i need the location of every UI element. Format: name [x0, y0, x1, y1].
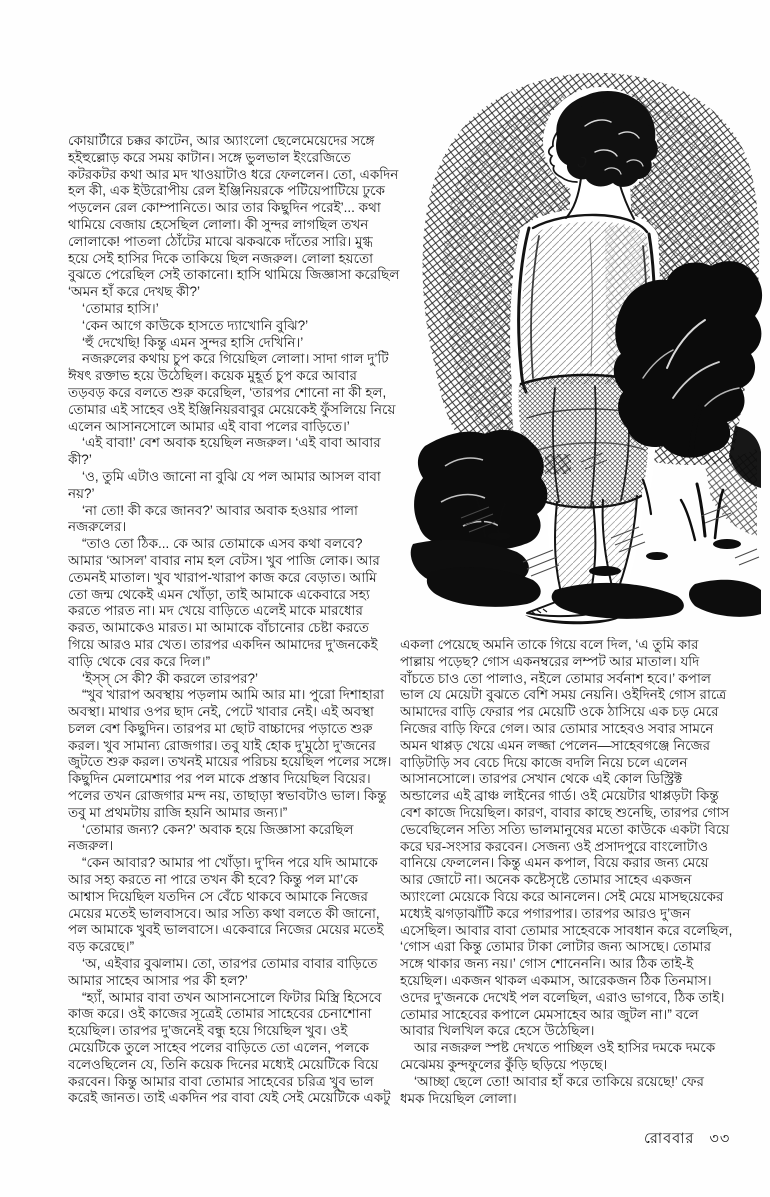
text-line: ‘এই বাবা!’ বেশ অবাক হয়েছিল নজরুল। ‘এই বাবা আবার [82, 435, 381, 451]
text-line: এলেন আসানসোলে আমার এই বাবা পলের বাড়িতে।’ [68, 418, 350, 434]
text-line: নজরুলের। [68, 519, 127, 535]
text-line: কোয়ার্টারে চক্কর কাটেন, আর অ্যাংলো ছেলেমেয়েদের সঙ্গে [68, 133, 375, 148]
text-line: আসানসোলে। তারপর সেখান থেকে এই কোল ডিস্ট্রিক্ট [400, 771, 683, 787]
text-line: ভাল যে মেয়েটা বুঝতে বেশি সময় নেয়নি। ওইদিনই গোস রাত্রে [400, 687, 727, 703]
text-line: ‘তোমার হাসি।’ [82, 300, 159, 316]
text-line: জুটতে শুরু করল। তখনই মায়ের পরিচয় হয়েছিল পলের সঙ্গে। [68, 754, 392, 770]
text-line: আমাদের বাড়ি ফেরার পর মেয়েটি ওকে ঠাসিয়ে এক চড় মেরে [400, 704, 719, 720]
text-line: ভেবেছিলেন সত্যি সত্যি ভালমানুষের মতো কাউকে একটা বিয়ে [400, 821, 730, 837]
text-line: অ্যাংলো মেয়েকে বিয়ে করে আনলেন। সেই মেয়ে মাসছয়েকের [400, 888, 724, 904]
text-line: পড়লেন রেল কোম্পানিতে। আর তার কিছুদিন পরেই’... কথা [68, 200, 381, 216]
text-line: ‘হুঁ দেখেছি! কিন্তু এমন সুন্দর হাসি দেখিনি।’ [82, 334, 304, 350]
text-line: মধ্যেই ঝগড়াঝাঁটি করে পগারপার। তারপর আরও দু’জন [400, 905, 691, 921]
text-line: অমন থাপ্পড় খেয়ে এমন লজ্জা পেলেন—সাহেবগঞ্জে নিজের [400, 737, 711, 753]
text-line: ধমক দিয়েছিল লোলা। [400, 1090, 517, 1106]
illustration [405, 66, 765, 638]
text-line: চলল বেশ কিছুদিন। তারপর মা ছোট বাচ্চাদের পড়াতে শুরু [68, 720, 373, 736]
text-line: হইহুল্লোড় করে সময় কাটান। সঙ্গে ভুলভাল ইংরেজিতে [68, 149, 351, 165]
text-line: আর নজরুল স্পষ্ট দেখতে পাচ্ছিল ওই হাসির দমকে দমকে [414, 1040, 716, 1056]
text-line: বড় করেছে।” [68, 939, 135, 955]
text-line: আর সহ্য করতে না পারে তখন কী হবে? কিন্তু পল মা’কে [68, 872, 358, 888]
text-line: তেমনই মাতাল। খুব খারাপ-খারাপ কাজ করে বেড়াত। আমি [68, 569, 377, 585]
text-line: ওদের দু’জনকে দেখেই পল বলেছিল, এরাও ভাগবে, ঠিক তাই। [400, 989, 725, 1005]
text-line: আমার সাহেব আসার পর কী হল?’ [68, 972, 248, 988]
text-line: থামিয়ে বেজায় হেসেছিল লোলা। কী সুন্দর লাগছিল তখন [68, 216, 369, 232]
text-line: ঈষৎ রক্তাভ হয়ে উঠেছিল। কয়েক মুহূর্ত চুপ করে আবার [68, 368, 357, 384]
text-line: কিছুদিন মেলামেশার পর পল মাকে প্রস্তাব দিয়েছিল বিয়ের। [68, 771, 371, 787]
hair-mass [556, 91, 658, 187]
text-line: করল। খুব সামান্য রোজগার। তবু যাই হোক দু’মুঠো দু’জনের [68, 737, 376, 753]
text-line: বলেওছিলেন যে, তিনি কয়েক দিনের মধ্যেই মেয়েটিকে বিয়ে [68, 1056, 379, 1072]
magazine-name: রোববার [644, 1131, 695, 1147]
text-line: ‘ও, তুমি এটাও জানো না বুঝি যে পল আমার আসল বাবা [82, 468, 381, 484]
text-line: হয়েছিল। তারপর দু’জনেই বন্ধু হয়ে গিয়েছিল খুব। ওই [68, 1023, 348, 1039]
right-text-column [400, 637, 756, 1119]
text-line: কী?’ [68, 452, 92, 468]
text-line: হয়ে সেই হাসির দিকে তাকিয়ে ছিল নজরুল। লোলা হয়তো [68, 250, 374, 266]
text-line: করে ঘর-সংসার করবেন। সেজন্য ওই প্রসাদপুরে বাংলোটাও [400, 838, 709, 854]
page-number: ৩৩ [709, 1131, 731, 1147]
text-line: ‘আচ্ছা ছেলে তো! আবার হাঁ করে তাকিয়ে রয়েছে!’ ফের [414, 1073, 704, 1089]
text-line: “কেন আবার? আমার পা খোঁড়া। দু’দিন পরে যদি আমাকে [82, 855, 378, 871]
text-line: বাঁচতে চাও তো পালাও, নইলে তোমার সর্বনাশ হবে।’ কপাল [400, 670, 711, 686]
left-bush [414, 430, 547, 550]
text-line: আমার ‘আসল’ বাবার নাম হল বেটস। খুব পাজি লোক। আর [68, 552, 380, 568]
text-line: সঙ্গে থাকার জন্য নয়।’ গোস শোনেননি। আর ঠিক তাই-ই [400, 956, 694, 972]
text-line: মেয়েটিকে তুলে সাহেব পলের বাড়িতে তো এলেন, পলকে [68, 1040, 369, 1056]
text-line: “খুব খারাপ অবস্থায় পড়লাম আমি আর মা। পুরো দিশাহারা [82, 687, 385, 703]
text-line: “হ্যাঁ, আমার বাবা তখন আসানসোলে ফিটার মিস্ত্রি হিসেবে [82, 989, 382, 1005]
text-line: আবার খিলখিল করে হেসে উঠেছিল। [400, 1023, 595, 1039]
text-line: বানিয়ে ফেললেন। কিন্তু এমন কপাল, বিয়ে করার জন্য মেয়ে [400, 855, 709, 871]
text-line: ‘তোমার জন্য? কেন?’ অবাক হয়ে জিজ্ঞাসা করেছিল [82, 821, 354, 837]
text-line: ‘না তো! কী করে জানব?’ আবার অবাক হওয়ার পালা [82, 502, 358, 518]
text-line: “তাও তো ঠিক... কে আর তোমাকে এসব কথা বলবে? [82, 536, 363, 552]
text-line: অন্ডালের এই ব্রাঞ্চ লাইনের গার্ড। ওই মেয়েটার থাপ্পড়টা কিন্তু [400, 788, 719, 804]
page-footer [644, 1128, 730, 1152]
text-line: এসেছিল। আবার বাবা তোমার সাহেবকে সাবধান করে বলেছিল, [400, 922, 733, 938]
text-line: কটরকটর কথা আর মদ খাওয়াটাও ধরে ফেললেন। তো, একদিন [68, 166, 399, 182]
text-line: তড়বড় করে বলতে শুরু করেছিল, ‘তারপর শোনো না কী হল, [68, 384, 387, 400]
text-line: বাড়ি থেকে বের করে দিল।” [68, 653, 211, 669]
text-line: নজরুল। [68, 838, 114, 854]
text-line: আর জোটে না। অনেক কষ্টেসৃষ্টে তোমার সাহেব একজন [400, 872, 692, 888]
text-line: ‘অমন হাঁ করে দেখছ কী?’ [68, 284, 200, 300]
text-line: করেই জানত। তাই একদিন পর বাবা যেই সেই মেয়েটিকে একটু [68, 1090, 391, 1106]
text-line: করত, আমাকেও মারত। মা আমাকে বাঁচানোর চেষ্টা করতে [68, 620, 369, 636]
text-line: ‘গোস এরা কিন্তু তোমার টাকা লোটার জন্য আসছে। তোমার [400, 939, 712, 955]
text-line: ‘অ, এইবার বুঝলাম। তো, তারপর তোমার বাবার বাড়িতে [82, 956, 378, 972]
text-line: তবু মা প্রথমটায় রাজি হয়নি আমার জন্য।” [68, 804, 288, 820]
text-line: নয়?’ [68, 485, 95, 501]
text-line: হল কী, এক ইউরোপীয় রেল ইঞ্জিনিয়রকে পটিয়েপাটিয়ে ঢুকে [68, 183, 385, 199]
text-line: তোমার এই সাহেব ওই ইঞ্জিনিয়রবাবুর মেয়েকেই ফুঁসলিয়ে নিয়ে [68, 401, 396, 417]
lungi-check-patch [545, 454, 571, 474]
text-line: তো জন্ম থেকেই এমন খোঁড়া, তাই আমাকে একেবারে সহ্য [68, 586, 370, 602]
left-text-column [68, 133, 406, 1118]
text-line: পাল্লায় পড়েছ? গোস একনম্বরের লম্পট আর মাতাল। যদি [400, 653, 700, 669]
text-line: করবেন। কিন্তু আমার বাবা তোমার সাহেবের চরিত্র খুব ভাল [68, 1073, 374, 1089]
text-line: বাড়িটাড়ি সব বেচে দিয়ে কাজে বদলি নিয়ে চলে এলেন [400, 754, 688, 770]
text-line: নজরুলের কথায় চুপ করে গিয়েছিল লোলা। সাদা গাল দু’টি [82, 351, 389, 367]
text-line: গিয়ে আরও মার খেত। তারপর একদিন আমাদের দু’জনকেই [68, 636, 378, 652]
text-line: তোমার সাহেবের কপালে মেমসাহেব আর জুটল না।” বলে [400, 1006, 699, 1022]
text-line: আশ্বাস দিয়েছিল যতদিন সে বেঁচে থাকবে আমাকে নিজের [68, 888, 368, 904]
text-line: একলা পেয়েছে অমনি তাকে গিয়ে বলে দিল, ‘এ তুমি কার [400, 637, 699, 652]
text-line: অবস্থা। মাথার ওপর ছাদ নেই, পেটে খাবার নেই। এই অবস্থা [68, 704, 374, 720]
text-line: বুঝতে পেরেছিল সেই তাকানো। হাসি থামিয়ে জিজ্ঞাসা করেছিল [68, 267, 400, 283]
text-line: নিজের বাড়ি ফিরে গেল। আর তোমার সাহেবও সবার সামনে [400, 720, 714, 736]
text-line: বেশ কাজে দিয়েছিল। কারণ, বাবার কাছে শুনেছি, তারপর গোস [400, 804, 730, 820]
text-line: মেয়ের মতেই ভালবাসবে। আর সত্যি কথা বলতে কী জানো, [68, 905, 380, 921]
text-line: কাজ করে। ওই কাজের সূত্রেই তোমার সাহেবের চেনাশোনা [68, 1006, 372, 1022]
text-line: হয়েছিল। একজন থাকল একমাস, আরেকজন ঠিক তিনমাস। [400, 972, 712, 988]
text-line: ‘ইস্‌স্‌ সে কী? কী করলে তারপর?’ [82, 670, 259, 686]
text-line: পলের তখন রোজগার মন্দ নয়, তাছাড়া স্বভাবটাও ভাল। কিন্তু [68, 788, 387, 804]
ink-drawing-boy-illustration [405, 66, 765, 638]
text-line: করতে পারত না। মদ খেয়ে বাড়িতে এলেই মাকে মারধোর [68, 603, 363, 619]
text-line: লোলাকে! পাতলা ঠোঁটের মাঝে ঝকঝকে দাঁতের সারি। মুগ্ধ [68, 233, 373, 249]
text-line: পল আমাকে খুবই ভালবাসে। একেবারে নিজের মেয়ের মতেই [68, 922, 384, 938]
text-line: মেঝেময় কুন্দফুলের কুঁড়ি ছড়িয়ে পড়ছে। [400, 1056, 608, 1072]
text-line: ‘কেন আগে কাউকে হাসতে দ্যাখোনি বুঝি?’ [82, 317, 309, 333]
